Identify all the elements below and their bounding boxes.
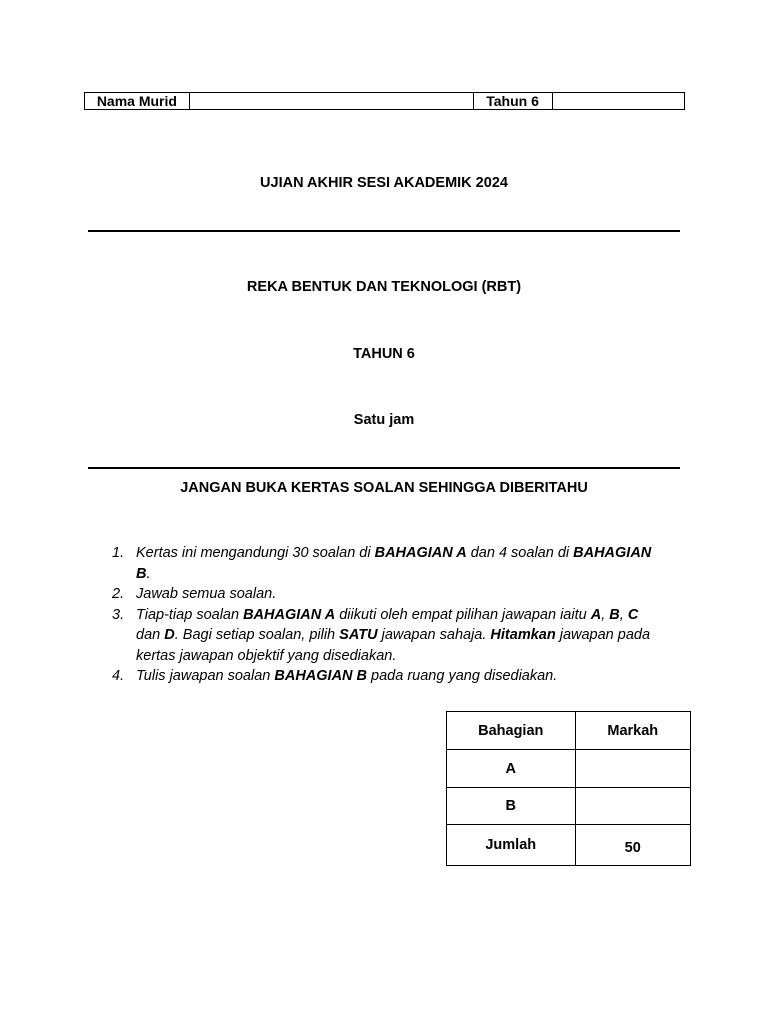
instruction-text: pada ruang yang disediakan.	[367, 668, 558, 684]
instruction-text: Jawab semua soalan.	[136, 586, 277, 602]
exam-title: UJIAN AKHIR SESI AKADEMIK 2024	[260, 175, 508, 191]
instruction-item	[112, 543, 652, 584]
instruction-item	[112, 584, 652, 605]
instruction-text: .	[146, 565, 151, 582]
instruction-text: . Bagi setiap soalan, pilih	[174, 627, 340, 643]
header-markah: Markah	[575, 712, 691, 750]
year-label: Tahun 6	[473, 93, 552, 110]
total-marks	[575, 825, 691, 866]
instruction-text: Kertas ini mengandungi 30 soalan di	[136, 545, 375, 561]
instruction-text: dan 4 soalan di	[466, 545, 574, 561]
header-bahagian: Bahagian	[447, 712, 576, 750]
instruction-emphasis: B	[609, 606, 620, 623]
instruction-emphasis: A	[590, 606, 602, 623]
warning-text: JANGAN BUKA KERTAS SOALAN SEHINGGA DIBERITAHU	[180, 480, 588, 496]
divider-bottom	[88, 467, 680, 469]
instruction-emphasis: BAHAGIAN A	[243, 606, 336, 623]
instruction-number: 1.	[112, 545, 125, 561]
instruction-emphasis: SATU	[339, 627, 378, 643]
name-field[interactable]	[189, 93, 473, 110]
student-info-table	[84, 92, 685, 110]
instruction-text: jawapan sahaja.	[377, 627, 491, 643]
duration-text: Satu jam	[353, 412, 415, 428]
instruction-text: ,	[601, 606, 610, 623]
instruction-number: 4.	[112, 668, 125, 684]
year-field[interactable]	[552, 93, 685, 110]
instruction-text: dan	[136, 627, 165, 643]
instruction-emphasis: BAHAGIAN A	[374, 545, 467, 561]
marks-cell[interactable]	[575, 750, 691, 788]
instruction-text: Tulis jawapan soalan	[136, 668, 275, 684]
table-header-row	[447, 712, 691, 750]
instruction-text: jawapan pada kertas jawapan objektif yang disediakan.	[136, 627, 651, 664]
instruction-number: 3.	[112, 606, 125, 623]
instruction-emphasis: BAHAGIAN B	[136, 545, 652, 582]
total-label: Jumlah	[447, 825, 576, 866]
instruction-text: ,	[619, 606, 628, 623]
section-label: B	[447, 788, 576, 825]
instruction-item	[112, 666, 652, 687]
year-title: TAHUN 6	[353, 346, 415, 362]
subject-title: REKA BENTUK DAN TEKNOLOGI (RBT)	[246, 279, 522, 295]
divider-top	[88, 230, 680, 232]
table-row	[447, 788, 691, 825]
instruction-emphasis: BAHAGIAN B	[274, 668, 368, 684]
total-value: 50	[624, 840, 641, 856]
instruction-number: 2.	[112, 586, 125, 602]
instruction-item	[112, 605, 652, 667]
instructions-list	[112, 543, 652, 687]
table-row	[447, 825, 691, 866]
instruction-emphasis: D	[164, 627, 175, 643]
name-label: Nama Murid	[85, 93, 190, 110]
marks-cell[interactable]	[575, 788, 691, 825]
instruction-emphasis: C	[627, 606, 639, 623]
instruction-text: Tiap-tiap soalan	[136, 606, 244, 623]
section-label: A	[447, 750, 576, 788]
table-row	[447, 750, 691, 788]
instruction-emphasis: Hitamkan	[490, 627, 556, 643]
marks-table	[446, 711, 691, 866]
instruction-text: diikuti oleh empat pilihan jawapan iaitu	[335, 606, 591, 623]
